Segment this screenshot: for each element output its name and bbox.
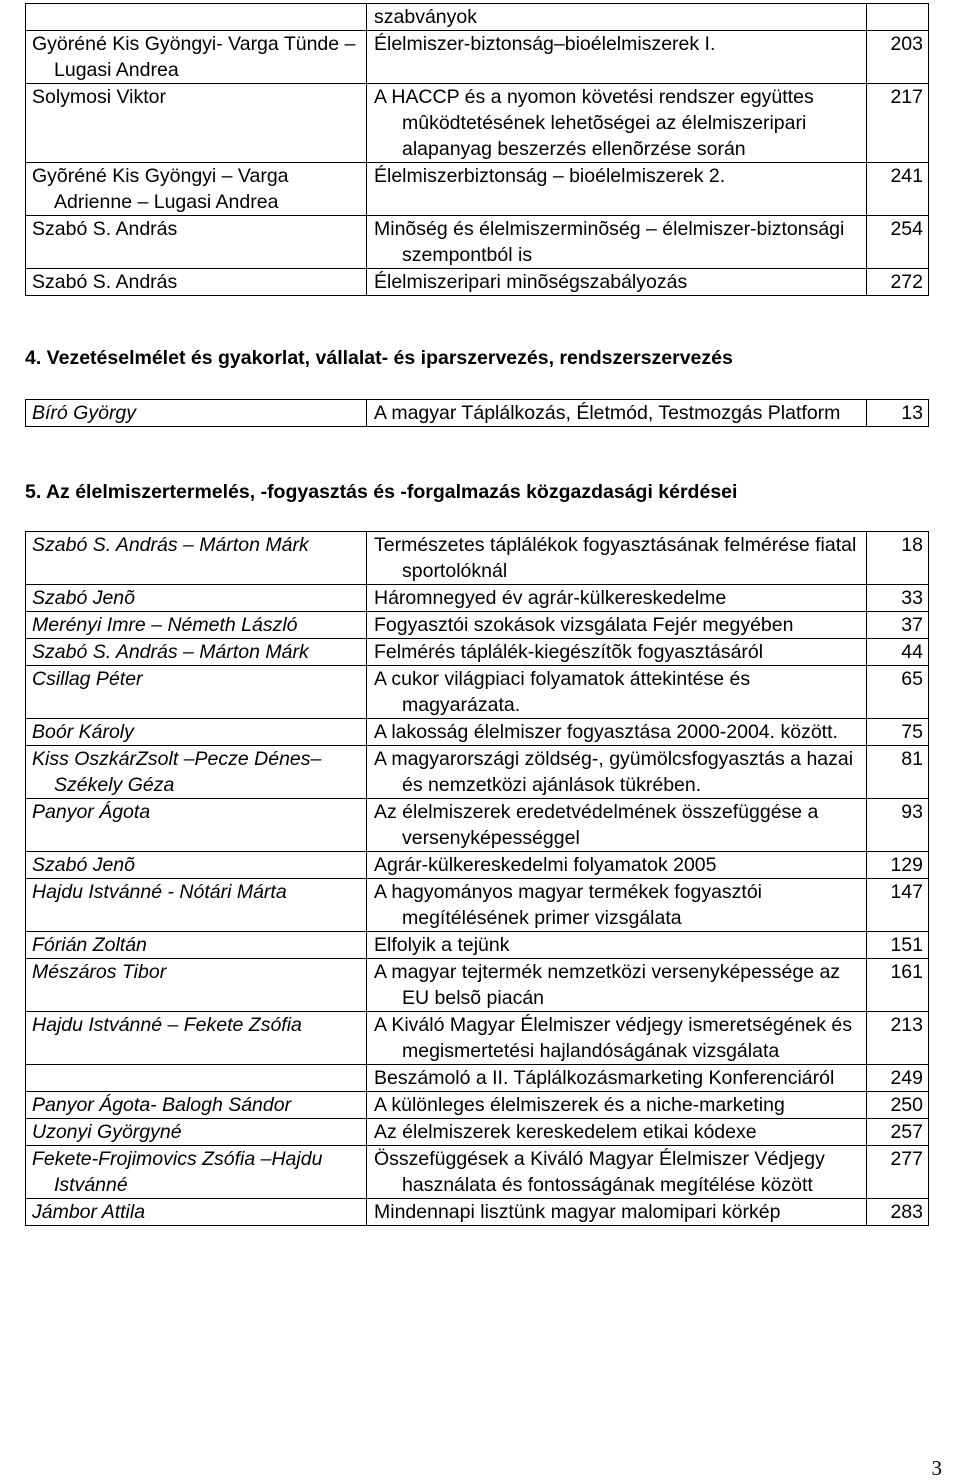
toc-title-cell: [367, 269, 867, 296]
toc-title: Természetes táplálékok fogyasztásának felmérése fiatal sportolóknál: [374, 534, 857, 582]
toc-row: [26, 719, 929, 746]
toc-author: Kiss OszkárZsolt –Pecze Dénes– Székely Géza: [32, 748, 322, 796]
toc-author-cell: [26, 269, 367, 296]
toc-author-cell: [26, 1119, 367, 1146]
toc-page-cell: [867, 532, 929, 585]
toc-page: 151: [890, 934, 923, 956]
toc-title: A hagyományos magyar termékek fogyasztói megítélésének primer vizsgálata: [374, 881, 763, 929]
toc-page-cell: [867, 959, 929, 1012]
toc-row: [26, 1199, 929, 1226]
toc-author-cell: [26, 532, 367, 585]
toc-author: Uzonyi Györgyné: [32, 1121, 182, 1143]
toc-author: Szabó S. András: [32, 218, 178, 240]
toc-row: [26, 269, 929, 296]
toc-title: A lakosság élelmiszer fogyasztása 2000-2004. között.: [374, 721, 838, 743]
toc-title: Élelmiszer-biztonság–bioélelmiszerek I.: [374, 33, 716, 55]
toc-row: [26, 666, 929, 719]
toc-row: [26, 959, 929, 1012]
toc-row: [26, 585, 929, 612]
toc-title-cell: [367, 746, 867, 799]
toc-table-section4: [25, 399, 929, 427]
toc-page-cell: [867, 400, 929, 427]
toc-row: [26, 216, 929, 269]
toc-page-cell: [867, 585, 929, 612]
toc-row: [26, 799, 929, 852]
toc-page-cell: [867, 666, 929, 719]
toc-author-cell: [26, 932, 367, 959]
toc-author: Merényi Imre – Németh László: [32, 614, 298, 636]
toc-row: [26, 1092, 929, 1119]
toc-author-cell: [26, 585, 367, 612]
toc-author: Szabó S. András: [32, 271, 178, 293]
toc-author-cell: [26, 1092, 367, 1119]
toc-author: Hajdu Istvánné – Fekete Zsófia: [32, 1014, 302, 1036]
toc-page: 65: [901, 668, 923, 690]
toc-author: Boór Károly: [32, 721, 134, 743]
toc-row: [26, 1119, 929, 1146]
toc-author: Mészáros Tibor: [32, 961, 167, 983]
toc-title: A magyarországi zöldség-, gyümölcsfogyasztás a hazai és nemzetközi ajánlások tükrében.: [374, 748, 854, 796]
toc-title: Élelmiszeripari minõségszabályozás: [374, 271, 688, 293]
toc-title-cell: [367, 216, 867, 269]
toc-title: Felmérés táplálék-kiegészítõk fogyasztásáról: [374, 641, 764, 663]
toc-page: 147: [890, 881, 923, 903]
toc-title-cell: [367, 932, 867, 959]
toc-author: Szabó S. András – Márton Márk: [32, 534, 309, 556]
toc-author: Jámbor Attila: [32, 1201, 146, 1223]
toc-title-cell: [367, 879, 867, 932]
toc-row: [26, 163, 929, 216]
toc-author: Panyor Ágota- Balogh Sándor: [32, 1094, 292, 1116]
toc-author-cell: [26, 216, 367, 269]
toc-page-cell: [867, 163, 929, 216]
toc-page: 33: [901, 587, 923, 609]
toc-author-cell: [26, 1065, 367, 1092]
toc-page-cell: [867, 932, 929, 959]
toc-page-cell: [867, 84, 929, 163]
toc-title-cell: [367, 163, 867, 216]
toc-page-cell: [867, 852, 929, 879]
toc-author-cell: [26, 1146, 367, 1199]
toc-page: 283: [890, 1201, 923, 1223]
toc-title-cell: [367, 612, 867, 639]
toc-page: 18: [901, 534, 923, 556]
toc-page-cell: [867, 1012, 929, 1065]
toc-title: Háromnegyed év agrár-külkereskedelme: [374, 587, 727, 609]
toc-title-cell: [367, 31, 867, 84]
toc-page: 250: [890, 1094, 923, 1116]
toc-title-cell: [367, 4, 867, 31]
toc-row: [26, 879, 929, 932]
toc-author-cell: [26, 4, 367, 31]
toc-author: Bíró György: [32, 402, 137, 424]
toc-title-cell: [367, 1092, 867, 1119]
toc-author: Szabó S. András – Márton Márk: [32, 641, 309, 663]
toc-title: A magyar tejtermék nemzetközi versenyképessége az EU belsõ piacán: [374, 961, 841, 1009]
toc-page: 272: [890, 271, 923, 293]
toc-title: Beszámoló a II. Táplálkozásmarketing Konferenciáról: [374, 1067, 835, 1089]
toc-author-cell: [26, 400, 367, 427]
toc-title: Mindennapi lisztünk magyar malomipari körkép: [374, 1201, 781, 1223]
toc-page: 203: [890, 33, 923, 55]
toc-author: Solymosi Viktor: [32, 86, 167, 108]
toc-row: [26, 532, 929, 585]
toc-author: Panyor Ágota: [32, 801, 151, 823]
toc-title-cell: [367, 400, 867, 427]
toc-author-cell: [26, 31, 367, 84]
toc-author: Györéné Kis Gyöngyi- Varga Tünde – Lugasi Andrea: [32, 33, 356, 81]
toc-title-cell: [367, 852, 867, 879]
toc-page: 44: [901, 641, 923, 663]
toc-title: A magyar Táplálkozás, Életmód, Testmozgás Platform: [374, 402, 841, 424]
toc-page: 93: [901, 801, 923, 823]
toc-title-cell: [367, 959, 867, 1012]
toc-row: [26, 932, 929, 959]
toc-author: Hajdu Istvánné - Nótári Márta: [32, 881, 287, 903]
toc-author-cell: [26, 612, 367, 639]
toc-author: Szabó Jenõ: [32, 587, 135, 609]
toc-title: szabványok: [374, 6, 477, 28]
toc-title: Agrár-külkereskedelmi folyamatok 2005: [374, 854, 717, 876]
toc-page-cell: [867, 799, 929, 852]
toc-page: 249: [890, 1067, 923, 1089]
toc-title-cell: [367, 1119, 867, 1146]
toc-row: [26, 1065, 929, 1092]
toc-title-cell: [367, 84, 867, 163]
toc-row: [26, 400, 929, 427]
toc-page-cell: [867, 31, 929, 84]
toc-title-cell: [367, 532, 867, 585]
toc-page-cell: [867, 1065, 929, 1092]
toc-page-cell: [867, 216, 929, 269]
toc-author-cell: [26, 1199, 367, 1226]
toc-row: [26, 612, 929, 639]
toc-page: 37: [901, 614, 923, 636]
toc-page-cell: [867, 269, 929, 296]
toc-author-cell: [26, 879, 367, 932]
toc-title-cell: [367, 719, 867, 746]
toc-author-cell: [26, 852, 367, 879]
toc-page-cell: [867, 719, 929, 746]
toc-author-cell: [26, 84, 367, 163]
toc-title: A Kiváló Magyar Élelmiszer védjegy ismeretségének és megismertetési hajlandóságának vizsgálata: [374, 1014, 852, 1062]
toc-title: Élelmiszerbiztonság – bioélelmiszerek 2.: [374, 165, 726, 187]
toc-title: A cukor világpiaci folyamatok áttekintése és magyarázata.: [374, 668, 751, 716]
toc-row: [26, 639, 929, 666]
toc-author: Fórián Zoltán: [32, 934, 147, 956]
toc-table-section3: [25, 3, 929, 296]
toc-author-cell: [26, 719, 367, 746]
toc-page-cell: [867, 879, 929, 932]
toc-author: Fekete-Frojimovics Zsófia –Hajdu Istvánné: [32, 1148, 323, 1196]
toc-page-cell: [867, 1199, 929, 1226]
toc-page: 13: [901, 402, 923, 424]
toc-table-section5: [25, 531, 929, 1226]
toc-page: 241: [890, 165, 923, 187]
toc-title-cell: [367, 666, 867, 719]
toc-author: Gyõréné Kis Gyöngyi – Varga Adrienne – Lugasi Andrea: [32, 165, 289, 213]
toc-row: [26, 746, 929, 799]
toc-page: 75: [901, 721, 923, 743]
toc-title: Fogyasztói szokások vizsgálata Fejér megyében: [374, 614, 794, 636]
toc-author-cell: [26, 639, 367, 666]
toc-page: 213: [890, 1014, 923, 1036]
toc-page: 277: [890, 1148, 923, 1170]
toc-page-cell: [867, 639, 929, 666]
toc-title-cell: [367, 1012, 867, 1065]
toc-page-cell: [867, 1092, 929, 1119]
toc-author-cell: [26, 163, 367, 216]
toc-row: [26, 31, 929, 84]
toc-page-cell: [867, 4, 929, 31]
toc-title-cell: [367, 585, 867, 612]
toc-title: Minõség és élelmiszerminõség – élelmiszer-biztonsági szempontból is: [374, 218, 845, 266]
toc-page-cell: [867, 612, 929, 639]
toc-author-cell: [26, 799, 367, 852]
toc-title: Az élelmiszerek kereskedelem etikai kódexe: [374, 1121, 757, 1143]
toc-row: [26, 1012, 929, 1065]
toc-author-cell: [26, 666, 367, 719]
toc-page: 161: [890, 961, 923, 983]
toc-row: [26, 4, 929, 31]
toc-page: 254: [890, 218, 923, 240]
toc-page: 129: [890, 854, 923, 876]
page-number: 3: [931, 1456, 942, 1480]
toc-author-cell: [26, 1012, 367, 1065]
toc-author-cell: [26, 746, 367, 799]
section-4-heading: 4. Vezetéselmélet és gyakorlat, vállalat- és iparszervezés, rendszerszervezés: [25, 347, 733, 369]
toc-title: Az élelmiszerek eredetvédelmének összefüggése a versenyképességgel: [374, 801, 819, 849]
toc-title-cell: [367, 1199, 867, 1226]
toc-title: Összefüggések a Kiváló Magyar Élelmiszer Védjegy használata és fontosságának megítélése között: [374, 1148, 825, 1196]
toc-title-cell: [367, 1065, 867, 1092]
toc-page-cell: [867, 1146, 929, 1199]
toc-title: A különleges élelmiszerek és a niche-marketing: [374, 1094, 785, 1116]
toc-row: [26, 1146, 929, 1199]
toc-page: 81: [901, 748, 923, 770]
toc-title-cell: [367, 639, 867, 666]
section-5-heading: 5. Az élelmiszertermelés, -fogyasztás és -forgalmazás közgazdasági kérdései: [25, 481, 738, 503]
toc-title: A HACCP és a nyomon követési rendszer együttes mûködtetésének lehetõségei az élelmiszeripari alapanyag beszerzés ellenõrzése során: [374, 86, 814, 160]
toc-author: Csillag Péter: [32, 668, 143, 690]
toc-page-cell: [867, 746, 929, 799]
toc-page-cell: [867, 1119, 929, 1146]
toc-title-cell: [367, 1146, 867, 1199]
toc-author-cell: [26, 959, 367, 1012]
toc-author: Szabó Jenõ: [32, 854, 135, 876]
toc-title-cell: [367, 799, 867, 852]
toc-row: [26, 84, 929, 163]
toc-row: [26, 852, 929, 879]
toc-page: 257: [890, 1121, 923, 1143]
toc-page: 217: [890, 86, 923, 108]
toc-title: Elfolyik a tejünk: [374, 934, 510, 956]
